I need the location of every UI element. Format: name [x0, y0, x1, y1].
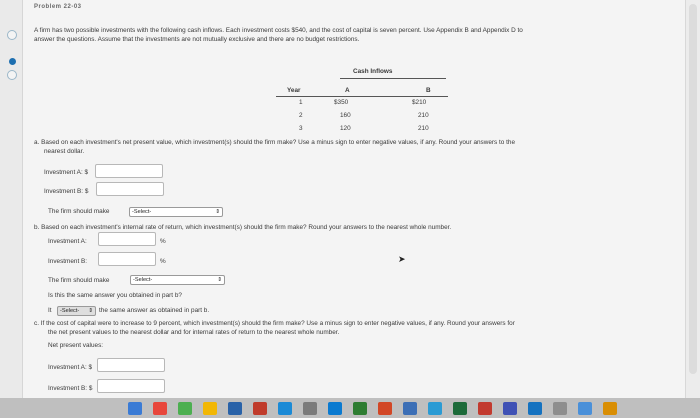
table-cell: 1: [299, 99, 303, 106]
part-b-question: b. Based on each investment's internal rate of return, which investment(s) should the firm make? Round your answers to the nearest whole number.: [34, 224, 452, 231]
part-b-irr-a-input[interactable]: [98, 232, 156, 246]
select-value: -Select-: [133, 277, 153, 283]
part-b-should-make-label: The firm should make: [48, 277, 110, 284]
intro-text-line2: answer the questions. Assume that the investments are not mutually exclusive and there are no budget restrictions.: [34, 36, 360, 43]
part-c-investment-a-label: Investment A: $: [48, 364, 93, 371]
dock-app-icon[interactable]: [303, 402, 317, 415]
part-a-should-make-label: The firm should make: [48, 208, 110, 215]
select-value: -Select-: [60, 308, 80, 314]
chevron-updown-icon: ⇕: [215, 209, 220, 215]
part-a-question-line1: a. Based on each investment's net present value, which investment(s) should the firm make? Use a minus sign to enter negative values, if any. Round your answers to the: [34, 139, 516, 146]
question-nav-current-dot[interactable]: [9, 58, 16, 65]
dock-app-icon[interactable]: [228, 402, 242, 415]
dock-app-icon[interactable]: [353, 402, 367, 415]
vertical-scrollbar[interactable]: [685, 0, 700, 398]
part-b-investment-b-label: Investment B:: [48, 258, 88, 265]
dock-app-icon[interactable]: [178, 402, 192, 415]
table-cell: $350: [334, 99, 349, 106]
dock-app-icon[interactable]: [553, 402, 567, 415]
dock-app-icon[interactable]: [503, 402, 517, 415]
part-a-investment-a-label: Investment A: $: [44, 169, 89, 176]
table-title-rule: [340, 78, 446, 79]
dock-app-icon[interactable]: [378, 402, 392, 415]
table-cell: 210: [418, 112, 429, 119]
intro-text-line1: A firm has two possible investments with the following cash inflows. Each investment costs $540, and the cost of capital is seven percent. Use Appendix B and Appendix D to: [34, 27, 523, 34]
dock-app-icon[interactable]: [153, 402, 167, 415]
table-header-b: B: [426, 87, 431, 94]
part-b-it-label: It: [48, 307, 52, 314]
dock-app-icon[interactable]: [603, 402, 617, 415]
part-c-npv-a-input[interactable]: [97, 358, 165, 372]
chevron-updown-icon: ⇕: [217, 277, 222, 283]
table-cell: 210: [418, 125, 429, 132]
part-b-decision-select[interactable]: [130, 275, 225, 285]
table-header-a: A: [345, 87, 350, 94]
dock-app-icon[interactable]: [128, 402, 142, 415]
dock-app-icon[interactable]: [428, 402, 442, 415]
dock-app-icon[interactable]: [478, 402, 492, 415]
part-a-npv-a-input[interactable]: [95, 164, 163, 178]
dock-app-icon[interactable]: [578, 402, 592, 415]
part-c-question-line1: c. If the cost of capital were to increase to 9 percent, which investment(s) should the firm make? Use a minus sign to enter negative values, if any. Round your answers for: [34, 320, 515, 327]
part-c-question-line2: the net present values to the nearest dollar and for internal rates of return to the nearest whole number.: [48, 329, 340, 336]
table-header-rule: [276, 96, 448, 97]
question-nav-column: [0, 0, 23, 398]
part-a-question-line2: nearest dollar.: [44, 148, 85, 155]
mouse-cursor-icon: ➤: [398, 254, 406, 264]
dock-app-icon[interactable]: [453, 402, 467, 415]
part-b-same-suffix: the same answer as obtained in part b.: [99, 307, 210, 314]
percent-sign: %: [160, 258, 166, 265]
dock-app-icon[interactable]: [328, 402, 342, 415]
table-cell: 3: [299, 125, 303, 132]
part-a-investment-b-label: Investment B: $: [44, 188, 89, 195]
part-a-npv-b-input[interactable]: [96, 182, 164, 196]
os-dock: [0, 398, 700, 418]
table-cell: 160: [340, 112, 351, 119]
part-c-npv-heading: Net present values:: [48, 342, 104, 349]
part-c-investment-b-label: Investment B: $: [48, 385, 93, 392]
part-b-investment-a-label: Investment A:: [48, 238, 87, 245]
table-cell: 120: [340, 125, 351, 132]
question-nav-radio[interactable]: [7, 70, 17, 80]
part-b-same-answer-question: Is this the same answer you obtained in part b?: [48, 292, 182, 299]
table-cell: 2: [299, 112, 303, 119]
dock-app-icon[interactable]: [403, 402, 417, 415]
table-title: Cash Inflows: [353, 68, 393, 75]
dock-app-icon[interactable]: [253, 402, 267, 415]
dock-app-icon[interactable]: [203, 402, 217, 415]
table-header-year: Year: [287, 87, 301, 94]
part-b-same-select[interactable]: [57, 306, 96, 316]
percent-sign: %: [160, 238, 166, 245]
part-a-decision-select[interactable]: [129, 207, 223, 217]
chevron-updown-icon: ⇕: [88, 308, 93, 314]
dock-app-icon[interactable]: [278, 402, 292, 415]
table-cell: $210: [412, 99, 427, 106]
problem-title: Problem 22-03: [34, 4, 82, 10]
part-b-irr-b-input[interactable]: [98, 252, 156, 266]
select-value: -Select-: [132, 209, 152, 215]
part-c-npv-b-input[interactable]: [97, 379, 165, 393]
dock-app-icon[interactable]: [528, 402, 542, 415]
question-nav-radio[interactable]: [7, 30, 17, 40]
scrollbar-thumb[interactable]: [689, 4, 697, 374]
